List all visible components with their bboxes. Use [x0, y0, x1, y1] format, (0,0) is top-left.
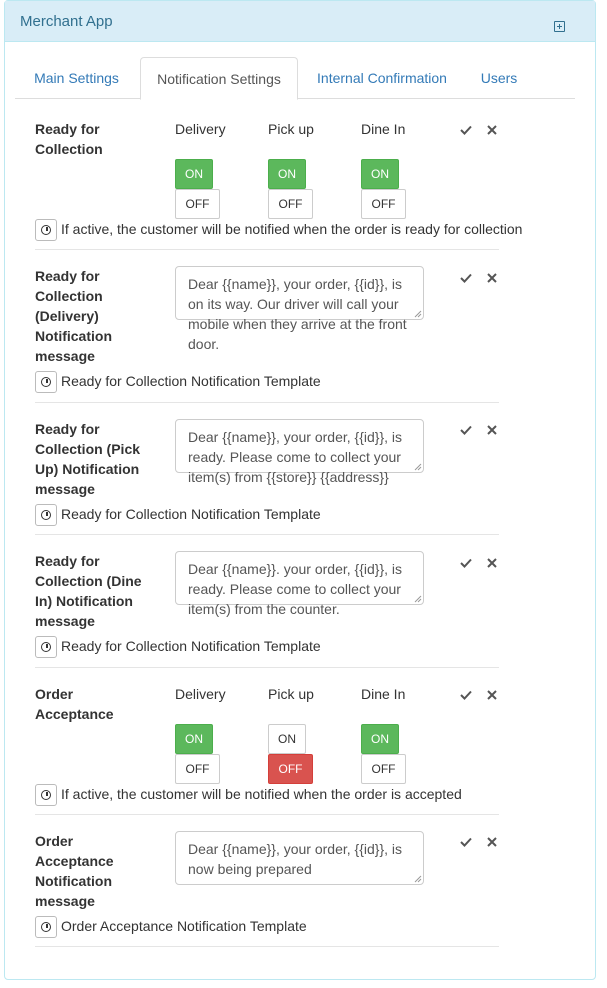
ready-delivery-msg-hint: Ready for Collection Notification Template: [61, 373, 321, 389]
ready-pickup-off-button[interactable]: OFF: [268, 189, 313, 219]
close-icon[interactable]: [487, 837, 497, 847]
order-acceptance-msg-label: Order Acceptance Notification message: [35, 833, 114, 909]
check-icon[interactable]: [460, 273, 472, 283]
divider: [35, 249, 499, 250]
divider: [35, 946, 499, 947]
ready-pickup-msg-hint: Ready for Collection Notification Template: [61, 506, 321, 522]
tab-main-settings[interactable]: Main Settings: [34, 70, 119, 86]
close-icon[interactable]: [487, 558, 497, 568]
ready-delivery-off-button[interactable]: OFF: [175, 189, 220, 219]
accept-dinein-off-button[interactable]: OFF: [361, 754, 406, 784]
order-acceptance-msg-textarea[interactable]: [175, 831, 424, 885]
ready-dinein-on-button[interactable]: ON: [361, 159, 399, 189]
accept-dinein-on-button[interactable]: ON: [361, 724, 399, 754]
order-acceptance-msg-hint: Order Acceptance Notification Template: [61, 918, 307, 934]
delivery-column-header: Delivery: [175, 686, 226, 702]
ready-dinein-msg-label: Ready for Collection (Dine In) Notification message: [35, 553, 142, 629]
check-icon[interactable]: [460, 837, 472, 847]
ready-delivery-msg-text: Dear {{name}}, your order, {{id}}, is on its way. Our driver will call your mobile when they arrive at the front door.: [188, 276, 407, 352]
ready-dinein-msg-textarea[interactable]: [175, 551, 424, 617]
dinein-column-header: Dine In: [361, 121, 406, 137]
pickup-column-header: Pick up: [268, 121, 314, 137]
order-acceptance-msg-text: Dear {{name}}, your order, {{id}}, is now being prepared: [188, 841, 403, 877]
ready-pickup-msg-textarea[interactable]: [175, 419, 424, 485]
ready-delivery-msg-textarea[interactable]: [175, 266, 424, 352]
delivery-column-header: Delivery: [175, 121, 226, 137]
ready-pickup-msg-text: Dear {{name}}, your order, {{id}}, is ready. Please come to collect your item(s) from {{store}} {{address}}: [188, 429, 403, 485]
plus-square-icon[interactable]: [554, 21, 565, 32]
clock-icon: [35, 504, 57, 526]
ready-delivery-msg-label: Ready for Collection (Delivery) Notification message: [35, 268, 112, 364]
check-icon[interactable]: [460, 558, 472, 568]
ready-dinein-msg-hint: Ready for Collection Notification Template: [61, 638, 321, 654]
close-icon[interactable]: [487, 425, 497, 435]
ready-collection-label: Ready for Collection: [35, 121, 103, 157]
ready-pickup-on-button[interactable]: ON: [268, 159, 306, 189]
check-icon[interactable]: [460, 690, 472, 700]
accept-pickup-on-button[interactable]: ON: [268, 724, 306, 754]
accept-delivery-on-button[interactable]: ON: [175, 724, 213, 754]
clock-icon: [35, 371, 57, 393]
clock-icon: [35, 784, 57, 806]
resize-grip-icon[interactable]: [414, 463, 422, 471]
divider: [35, 667, 499, 668]
panel-title: Merchant App: [20, 13, 113, 30]
close-icon[interactable]: [487, 125, 497, 135]
resize-grip-icon[interactable]: [414, 875, 422, 883]
tab-internal-confirmation[interactable]: Internal Confirmation: [317, 70, 447, 86]
tab-notification-settings[interactable]: Notification Settings: [140, 57, 298, 100]
divider: [35, 814, 499, 815]
dinein-column-header: Dine In: [361, 686, 406, 702]
accept-delivery-off-button[interactable]: OFF: [175, 754, 220, 784]
order-acceptance-hint: If active, the customer will be notified when the order is accepted: [61, 786, 462, 802]
resize-grip-icon[interactable]: [414, 595, 422, 603]
ready-collection-hint: If active, the customer will be notified when the order is ready for collection: [61, 221, 523, 237]
clock-icon: [35, 219, 57, 241]
check-icon[interactable]: [460, 125, 472, 135]
panel-heading[interactable]: [5, 1, 595, 42]
order-acceptance-label: Order Acceptance: [35, 686, 114, 722]
ready-dinein-off-button[interactable]: OFF: [361, 189, 406, 219]
ready-delivery-on-button[interactable]: ON: [175, 159, 213, 189]
ready-dinein-msg-text: Dear {{name}}. your order, {{id}}, is ready. Please come to collect your item(s) from the counter.: [188, 561, 403, 617]
ready-pickup-msg-label: Ready for Collection (Pick Up) Notification message: [35, 421, 141, 497]
resize-grip-icon[interactable]: [414, 310, 422, 318]
divider: [35, 402, 499, 403]
clock-icon: [35, 636, 57, 658]
pickup-column-header: Pick up: [268, 686, 314, 702]
check-icon[interactable]: [460, 425, 472, 435]
accept-pickup-off-button[interactable]: OFF: [268, 754, 313, 784]
tab-users[interactable]: Users: [480, 70, 518, 86]
close-icon[interactable]: [487, 690, 497, 700]
close-icon[interactable]: [487, 273, 497, 283]
divider: [35, 534, 499, 535]
settings-tabs: [15, 57, 575, 99]
clock-icon: [35, 916, 57, 938]
